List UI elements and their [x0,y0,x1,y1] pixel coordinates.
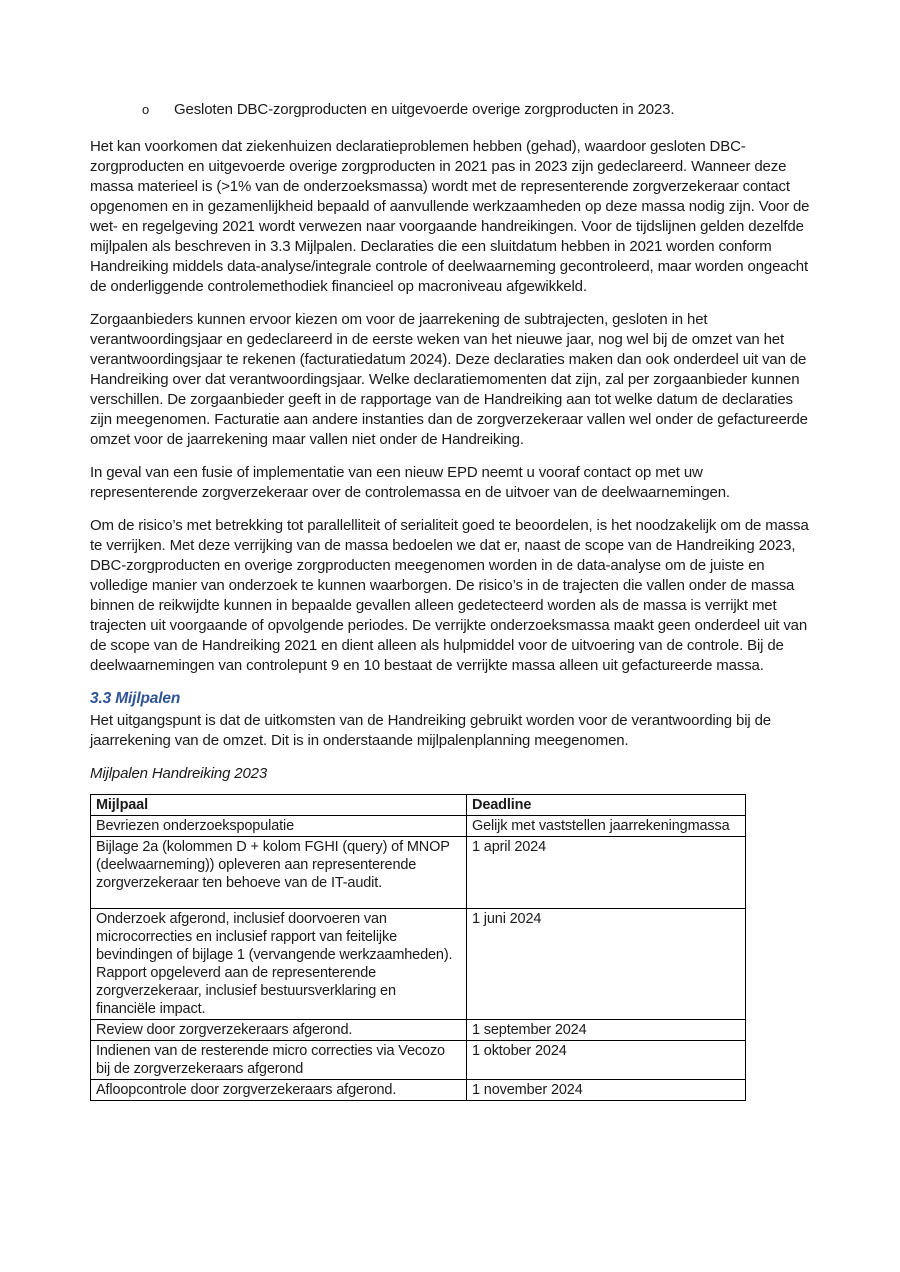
bullet-text: Gesloten DBC-zorgproducten en uitgevoerde overige zorgproducten in 2023. [174,101,675,118]
deadline-cell: 1 november 2024 [467,1080,746,1101]
paragraph-fusie-epd: In geval van een fusie of implementatie van een nieuw EPD neemt u vooraf contact op met uw representerende zorgverzekeraar over de controlemassa en de uitvoer van de deelwaarnemingen. [90,464,730,501]
table-row [91,837,746,909]
milestone-cell: Bijlage 2a (kolommen D + kolom FGHI (query) of MNOP (deelwaarneming)) opleveren aan representerende zorgverzekeraar ten behoeve van de IT-audit. [91,837,467,909]
table-row [91,1080,746,1101]
milestone-cell: Afloopcontrole door zorgverzekeraars afgerond. [91,1080,467,1101]
table-caption: Mijlpalen Handreiking 2023 [90,765,268,782]
deadline-cell: 1 oktober 2024 [467,1041,746,1080]
paragraph-zorgaanbieders: Zorgaanbieders kunnen ervoor kiezen om voor de jaarrekening de subtrajecten, gesloten in het verantwoordingsjaar en gedeclareerd in de eerste weken van het nieuwe jaar, nog wel bij de omzet van het verantwoordingsjaar te rekenen (facturatiedatum 2024). Deze declaraties maken dan ook onderdeel uit van de Handreiking over dat verantwoordingsjaar. Welke declaratiemomenten dat zijn, zal per zorgaanbieder kunnen verschillen. De zorgaanbieder geeft in de rapportage van de Handreiking aan tot welke datum de declaraties zijn meegenomen. Facturatie aan andere instanties dan de zorgverzekeraar vallen wel onder de gefactureerde omzet voor de jaarrekening maar vallen niet onder de Handreiking. [90,311,808,448]
deadline-cell: 1 juni 2024 [467,909,746,1020]
milestones-table [90,794,746,1101]
bullet-item [90,100,812,120]
deadline-cell: Gelijk met vaststellen jaarrekeningmassa [467,816,746,837]
section-heading-mijlpalen: 3.3 Mijlpalen [90,690,181,707]
table-row [91,1041,746,1080]
milestone-cell: Review door zorgverzekeraars afgerond. [91,1020,467,1041]
table-row [91,1020,746,1041]
deadline-cell: 1 april 2024 [467,837,746,909]
bullet-marker: o [142,102,150,117]
column-header-mijlpaal: Mijlpaal [91,795,467,816]
table-row [91,909,746,1020]
paragraph-declaratieproblemen: Het kan voorkomen dat ziekenhuizen declaratieproblemen hebben (gehad), waardoor gesloten DBC-zorgproducten en uitgevoerde overige zorgproducten in 2021 pas in 2023 zijn gedeclareerd. Wanneer deze massa materieel is (>1% van de onderzoeksmassa) wordt met de representerende zorgverzekeraar contact opgenomen en in gezamenlijkheid bepaald of aanvullende werkzaamheden op deze massa nodig zijn. Voor de wet- en regelgeving 2021 wordt verwezen naar voorgaande handreikingen. Voor de tijdslijnen gelden dezelfde mijlpalen als beschreven in 3.3 Mijlpalen. Declaraties die een sluitdatum hebben in 2021 worden conform Handreiking middels data-analyse/integrale controle of deelwaarneming gecontroleerd, maar worden ongeacht de onderliggende controlemethodiek financieel op macroniveau afgewikkeld. [90,138,810,295]
paragraph-verrijking-massa: Om de risico’s met betrekking tot parallelliteit of serialiteit goed te beoordelen, is het noodzakelijk om de massa te verrijken. Met deze verrijking van de massa bedoelen we dat er, naast de scope van de Handreiking 2023, DBC-zorgproducten en overige zorgproducten meegenomen worden in de data-analyse om de juiste en volledige manier van onderzoek te kunnen waarborgen. De risico’s in de trajecten die vallen onder de massa binnen de reikwijdte kunnen in bepaalde gevallen alleen gedetecteerd worden als de massa is verrijkt met trajecten uit voorgaande of opvolgende periodes. De verrijkte onderzoeksmassa maakt geen onderdeel uit van de scope van de Handreiking 2021 en dient alleen als hulpmiddel voor de uitvoering van de controle. Bij de deelwaarnemingen van controlepunt 9 en 10 bestaat de verrijkte massa alleen uit gefactureerde massa. [90,517,809,674]
column-header-deadline: Deadline [467,795,746,816]
section-intro: Het uitgangspunt is dat de uitkomsten van de Handreiking gebruikt worden voor de verantwoording bij de jaarrekening van de omzet. Dit is in onderstaande mijlpalenplanning meegenomen. [90,712,771,749]
milestone-cell: Bevriezen onderzoekspopulatie [91,816,467,837]
deadline-cell: 1 september 2024 [467,1020,746,1041]
milestone-cell: Indienen van de resterende micro correcties via Vecozo bij de zorgverzekeraars afgerond [91,1041,467,1080]
table-header-row [91,795,746,816]
milestone-cell: Onderzoek afgerond, inclusief doorvoeren van microcorrecties en inclusief rapport van feitelijke bevindingen of bijlage 1 (vervangende werkzaamheden). Rapport opgeleverd aan de representerende zorgverzekeraar, inclusief bestuursverklaring en financiële impact. [91,909,467,1020]
table-row [91,816,746,837]
